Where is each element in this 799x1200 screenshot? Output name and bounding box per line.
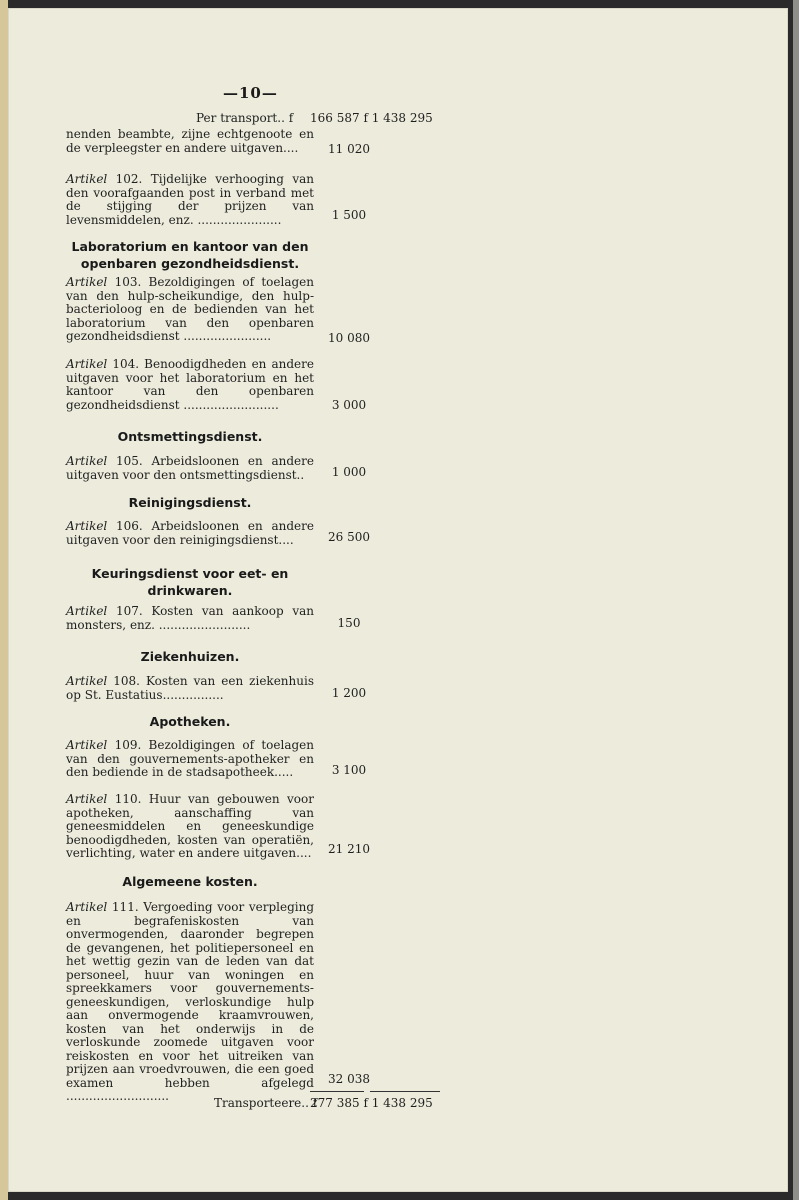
entry-amount: 10 080 [328, 331, 370, 345]
entry-amount: 11 020 [328, 142, 370, 156]
entry-text: 107. Kosten van aankoop van monsters, enz. ........................ [66, 604, 314, 632]
article-label: Artikel [66, 604, 108, 618]
entry-amount: 1 000 [331, 465, 367, 479]
carry-over-label: Transporteere.. f [214, 1096, 318, 1110]
entry-text: 104. Benoodigdheden en andere uitgaven voor het laboratorium en het kantoor van den openbaren gezondheidsdienst ......................... [66, 357, 314, 412]
article-label: Artikel [66, 172, 108, 186]
entry-amount: 3 100 [331, 763, 367, 777]
article-label: Artikel [66, 454, 108, 468]
section-heading: Laboratorium en kantoor van den openbaren gezondheidsdienst. [71, 239, 309, 271]
entry-text: 103. Bezoldigingen of toelagen van den hulp-scheikundige, den hulp-bacterioloog en de bedienden van het laboratorium van den openbaren gezondheidsdienst ....................... [66, 275, 314, 343]
carry-over-amount: 277 385 f 1 438 295 [310, 1096, 433, 1110]
article-111 [66, 901, 314, 1104]
page-binding-edge [0, 0, 8, 1200]
entry-amount: 21 210 [328, 842, 370, 856]
entry-text: 105. Arbeidsloonen en andere uitgaven voor den ontsmettingsdienst.. [66, 454, 314, 482]
article-110 [66, 793, 314, 861]
entry-amount: 1 200 [331, 686, 367, 700]
article-label: Artikel [66, 275, 108, 289]
carry-forward-amount: 166 587 f 1 438 295 [310, 111, 433, 125]
section-heading: Reinigingsdienst. [128, 495, 252, 510]
article-103 [66, 276, 314, 344]
section-heading: Keuringsdienst voor eet- en drinkwaren. [91, 566, 289, 598]
section-heading: Ontsmettingsdienst. [117, 429, 263, 444]
entry-amount: 26 500 [328, 530, 370, 544]
entry-text: 109. Bezoldigingen of toelagen van den gouvernements-apotheker en den bediende in de stadsapotheek..... [66, 738, 314, 779]
article-106 [66, 520, 314, 547]
page-number: —10— [223, 84, 278, 102]
section-heading: Algemeene kosten. [122, 874, 258, 889]
entry-text: 106. Arbeidsloonen en andere uitgaven voor den reinigingsdienst.... [66, 519, 314, 547]
section-heading: Apotheken. [149, 714, 231, 729]
entry-text: 102. Tijdelijke verhooging van den voorafgaanden post in verband met de stijging der prijzen van levensmiddelen, enz. ...................... [66, 172, 314, 227]
article-107 [66, 605, 314, 632]
article-label: Artikel [66, 900, 108, 914]
entry-amount: 1 500 [331, 208, 367, 222]
entry-amount: 150 [337, 616, 361, 630]
article-label: Artikel [66, 792, 108, 806]
document-page [8, 8, 788, 1192]
entry-text: 111. Vergoeding voor verpleging en begrafeniskosten van onvermogenden, daaronder begrepen de gevangenen, het politiepersoneel en het wettig gezin van de leden van dat personeel, huur van woningen en spreekkamers voor gouvernements-geneeskundigen, verloskundige hulp aan onvermogende kraamvrouwen, kosten van het onderwijs in de verloskunde zoomede uitgaven voor reiskosten en voor het uitreiken van prijzen aan vroedvrouwen, die een goed examen hebben afgelegd ........................... [66, 900, 314, 1103]
article-108 [66, 675, 314, 702]
carry-forward-label: Per transport.. f [196, 111, 294, 125]
article-label: Artikel [66, 674, 108, 688]
continuation-text [66, 128, 314, 155]
article-104 [66, 358, 314, 412]
entry-text: nenden beambte, zijne echtgenoote en de verpleegster en andere uitgaven.... [66, 127, 314, 155]
entry-amount: 3 000 [331, 398, 367, 412]
page-right-edge [793, 0, 799, 1200]
entry-amount: 32 038 [328, 1072, 370, 1086]
article-label: Artikel [66, 357, 108, 371]
total-rule [370, 1091, 440, 1092]
entry-text: 110. Huur van gebouwen voor apotheken, aanschaffing van geneesmiddelen en geneeskundige benoodigdheden, kosten van operatiën, verlichting, water en andere uitgaven.... [66, 792, 314, 860]
article-label: Artikel [66, 738, 108, 752]
section-heading: Ziekenhuizen. [140, 649, 240, 664]
article-105 [66, 455, 314, 482]
entry-text: 108. Kosten van een ziekenhuis op St. Eustatius................ [66, 674, 314, 702]
article-109 [66, 739, 314, 780]
article-102 [66, 173, 314, 227]
total-rule [310, 1091, 364, 1092]
article-label: Artikel [66, 519, 108, 533]
